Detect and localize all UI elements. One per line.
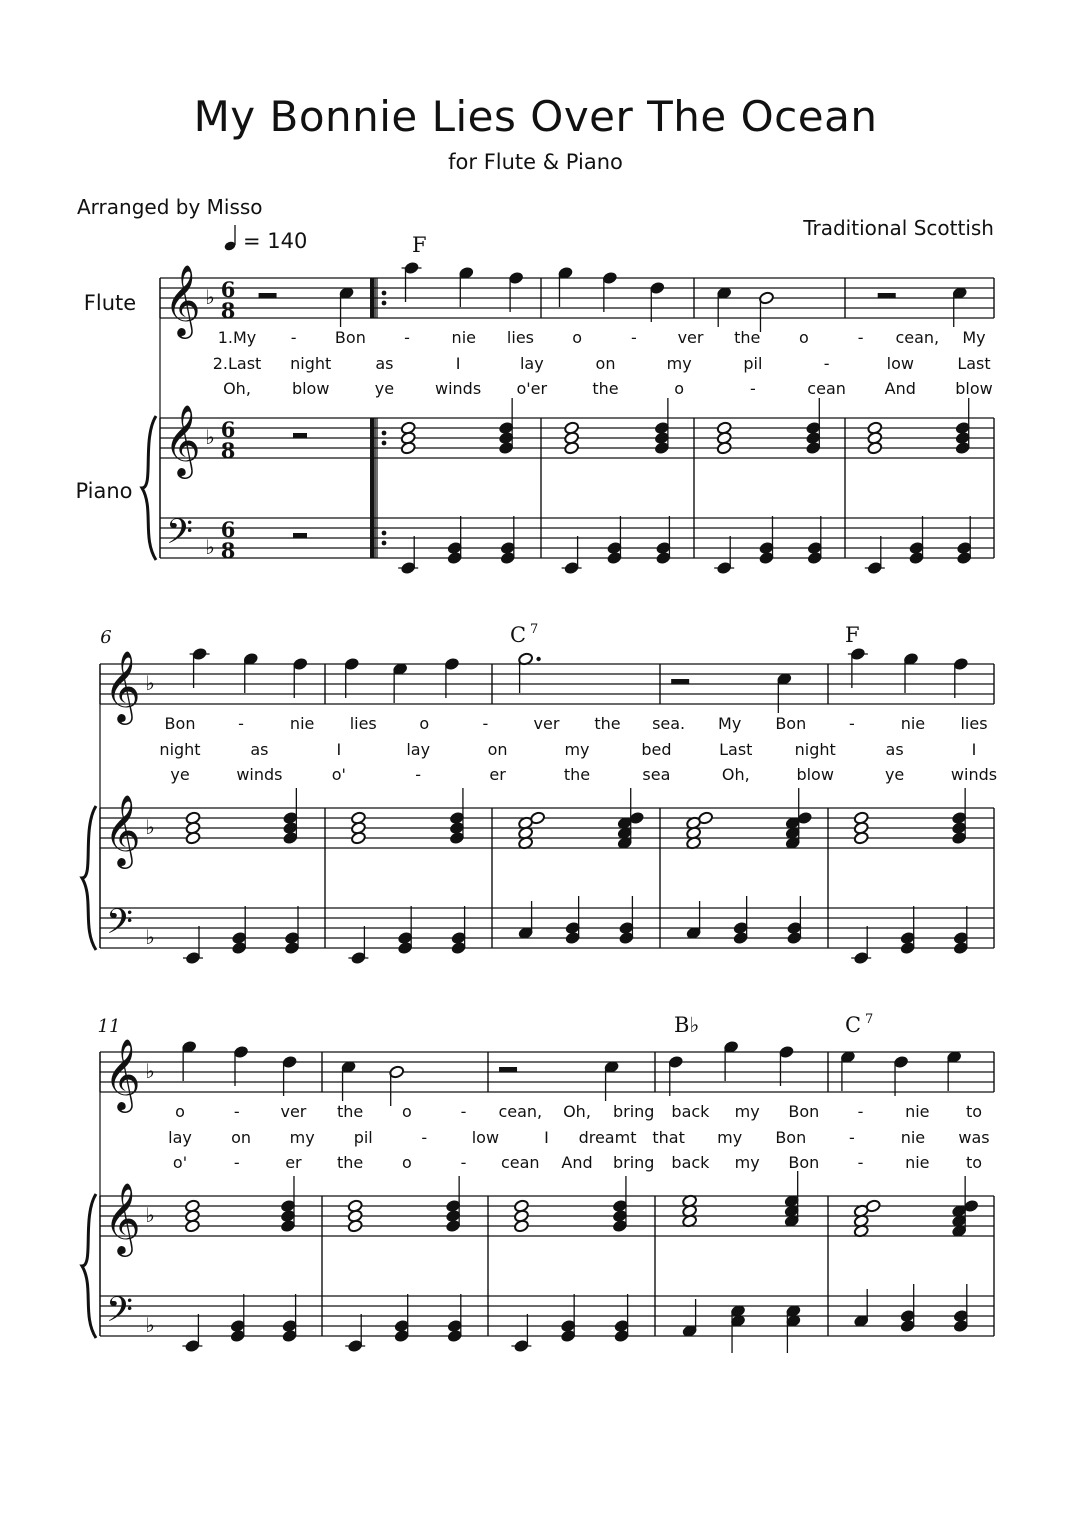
score-title: My Bonnie Lies Over The Ocean [193, 92, 878, 141]
lyric-syllable: o [419, 714, 430, 733]
lyric-syllable: to [965, 1153, 983, 1172]
flat-icon: ♭ [145, 1059, 155, 1083]
lyric-syllable: My [718, 714, 742, 733]
tempo-text: = 140 [243, 229, 308, 253]
lyric-syllable: nie [900, 714, 926, 733]
lyric-syllable: Oh, [721, 765, 750, 784]
lyric-syllable: I [544, 1128, 549, 1147]
lyric-syllable: ye [374, 379, 395, 398]
treble-clef-icon: 𝄞 [104, 1181, 141, 1254]
flute-staff [160, 278, 994, 318]
lyric-syllable: my [289, 1128, 315, 1147]
chord-symbol [412, 233, 427, 257]
lyric-syllable: as [885, 740, 904, 759]
treble-clef-icon: 𝄞 [104, 1037, 141, 1110]
lyric-syllable: on [487, 740, 508, 759]
rest-icon [499, 1067, 517, 1072]
lyric-syllable: nie [900, 1128, 926, 1147]
lyric-syllable: - [460, 1102, 467, 1121]
time-signature-top: 6 [220, 417, 236, 442]
lyric-syllable: - [750, 379, 756, 398]
lyric-syllable: lay [168, 1128, 192, 1147]
flute-staff [100, 664, 994, 704]
lyric-syllable: lies [349, 714, 377, 733]
lyric-syllable: ver [533, 714, 560, 733]
lyric-syllable: lay [406, 740, 431, 759]
lyric-syllable: bring [612, 1153, 655, 1172]
lyric-syllable: ye [884, 765, 905, 784]
lyric-syllable: - [460, 1153, 467, 1172]
time-signature-bottom: 8 [220, 438, 236, 463]
rest-icon [293, 533, 307, 538]
lyric-syllable: er [285, 1153, 302, 1172]
lyric-syllable: cean, [895, 328, 940, 347]
lyric-syllable: blow [955, 379, 993, 398]
tempo-marking [223, 225, 307, 253]
chord-extension: 7 [865, 1012, 874, 1027]
chord-name: C [845, 1013, 862, 1037]
lyric-syllable: pil [353, 1128, 373, 1147]
instrument-label-flute: Flute [83, 291, 137, 315]
lyric-syllable: the [734, 328, 761, 347]
lyric-syllable: the [594, 714, 621, 733]
repeat-dot-icon [382, 291, 387, 296]
lyric-syllable: - [404, 328, 410, 347]
chord-extension: 7 [530, 622, 539, 637]
lyric-syllable: Oh, [563, 1102, 591, 1121]
lyric-syllable: And [884, 379, 916, 398]
flat-icon: ♭ [145, 671, 155, 695]
lyric-syllable: sea [642, 765, 671, 784]
chord-name: F [845, 623, 860, 647]
flat-icon: ♭ [145, 1313, 155, 1337]
time-signature-top: 6 [220, 277, 236, 302]
lyric-syllable: my [666, 354, 692, 373]
lyric-syllable: o'er [516, 379, 548, 398]
repeat-dot-icon [382, 531, 387, 536]
lyric-syllable: night [794, 740, 836, 759]
flat-icon: ♭ [145, 925, 155, 949]
lyric-syllable: blow [291, 379, 330, 398]
lyric-syllable: - [415, 765, 422, 784]
lyric-syllable: Last [719, 740, 753, 759]
lyric-syllable: winds [236, 765, 283, 784]
lyric-syllable: I [455, 354, 461, 373]
chord-note [185, 811, 201, 825]
lyric-syllable: low [471, 1128, 500, 1147]
lyric-syllable: winds [950, 765, 998, 784]
chord-name: C [510, 623, 527, 647]
repeat-dot-icon [382, 441, 387, 446]
lyric-syllable: - [482, 714, 489, 733]
repeat-dot-icon [382, 541, 387, 546]
treble-clef-icon: 𝄞 [104, 793, 141, 866]
lyric-syllable: nie [905, 1102, 930, 1121]
lyric-syllable: on [595, 354, 616, 373]
lyric-syllable: blow [796, 765, 834, 784]
instrument-label-piano: Piano [75, 479, 133, 503]
chord-note [350, 811, 366, 825]
flat-icon: ♭ [145, 815, 155, 839]
lyric-syllable: o [799, 328, 809, 347]
chord-note [867, 421, 883, 435]
lyric-syllable: dreamt [578, 1128, 637, 1147]
lyric-syllable: - [848, 1128, 855, 1147]
lyric-syllable: on [231, 1128, 252, 1147]
flat-icon: ♭ [205, 285, 215, 309]
rest-icon [878, 293, 896, 298]
treble-clef-icon: 𝄞 [164, 263, 201, 336]
measure-number: 6 [100, 627, 112, 648]
chord-name: B♭ [674, 1013, 700, 1037]
time-signature-bottom: 8 [220, 298, 236, 323]
measure-number: 11 [97, 1016, 121, 1037]
piano-brace [82, 1194, 96, 1338]
piano-brace [82, 806, 96, 950]
chord-symbol [845, 623, 860, 647]
lyric-syllable: pil [743, 354, 763, 373]
time-signature-top: 6 [220, 517, 236, 542]
lyric-syllable: - [233, 1102, 240, 1121]
chord-note [853, 811, 869, 825]
time-signature-bottom: 8 [220, 538, 236, 563]
lyric-syllable: back [671, 1102, 710, 1121]
bass-clef-icon: 𝄢 [106, 1289, 134, 1338]
lyric-syllable: Bon [775, 1128, 807, 1147]
score-subtitle: for Flute & Piano [448, 150, 623, 174]
lyric-syllable: - [848, 714, 855, 733]
arranger-credit: Arranged by Misso [77, 195, 263, 219]
lyric-syllable: - [233, 1153, 240, 1172]
chord-note [400, 421, 416, 435]
piano-brace [142, 416, 156, 560]
lyric-syllable: ver [280, 1102, 307, 1121]
lyric-syllable: sea. [652, 714, 686, 733]
lyric-syllable: night [290, 354, 332, 373]
lyric-syllable: my [564, 740, 590, 759]
lyric-syllable: 1.My [217, 328, 257, 347]
lyric-syllable: lies [960, 714, 988, 733]
repeat-dot-icon [382, 431, 387, 436]
chord-symbol [674, 1013, 699, 1037]
chord-symbol [845, 1012, 873, 1037]
flute-staff [100, 1052, 994, 1092]
lyric-syllable: My [962, 328, 986, 347]
chord-note [716, 421, 732, 435]
lyric-syllable: nie [451, 328, 476, 347]
lyric-syllable: Last [957, 354, 991, 373]
lyric-syllable: that [652, 1128, 685, 1147]
lyric-syllable: o [674, 379, 685, 398]
lyric-syllable: o [401, 1102, 412, 1121]
bass-clef-icon: 𝄢 [166, 511, 194, 560]
lyric-syllable: Bon [334, 328, 366, 347]
flat-icon: ♭ [205, 535, 215, 559]
lyric-syllable: nie [905, 1153, 930, 1172]
lyric-syllable: to [965, 1102, 983, 1121]
lyric-syllable: - [421, 1128, 428, 1147]
lyric-syllable: as [375, 354, 394, 373]
lyric-syllable: the [563, 765, 591, 784]
lyric-syllable: the [592, 379, 619, 398]
lyric-syllable: cean [500, 1153, 540, 1172]
lyric-syllable: - [857, 328, 864, 347]
composer-credit: Traditional Scottish [803, 216, 994, 240]
lyric-syllable: bed [641, 740, 672, 759]
lyric-syllable: er [489, 765, 506, 784]
chord-note [564, 421, 580, 435]
lyric-syllable: Oh, [223, 379, 251, 398]
lyric-syllable: the [337, 1153, 364, 1172]
lyric-syllable: as [250, 740, 269, 759]
lyric-syllable: low [886, 354, 914, 373]
chord-note [347, 1199, 363, 1213]
lyric-syllable: And [561, 1153, 593, 1172]
rest-icon [293, 433, 307, 438]
lyric-syllable: 2.Last [212, 354, 262, 373]
lyric-syllable: my [717, 1128, 743, 1147]
lyric-syllable: was [958, 1128, 990, 1147]
lyric-syllable: - [238, 714, 244, 733]
bass-clef-icon: 𝄢 [106, 901, 134, 950]
treble-clef-icon: 𝄞 [104, 649, 141, 722]
lyric-syllable: back [671, 1153, 710, 1172]
chord-note [184, 1199, 200, 1213]
dot-icon [536, 657, 540, 661]
lyric-syllable: - [290, 328, 297, 347]
lyric-syllable: lay [519, 354, 544, 373]
repeat-dot-icon [382, 301, 387, 306]
lyric-syllable: o [401, 1153, 412, 1172]
lyric-syllable: ver [677, 328, 704, 347]
rest-icon [259, 293, 277, 298]
chord-note [513, 1199, 529, 1213]
rest-icon [671, 679, 689, 684]
lyric-syllable: winds [435, 379, 482, 398]
flat-icon: ♭ [205, 425, 215, 449]
lyric-syllable: bring [612, 1102, 655, 1121]
lyric-syllable: Bon [788, 1153, 820, 1172]
lyric-syllable: ye [170, 765, 190, 784]
lyric-syllable: - [823, 354, 830, 373]
lyric-syllable: cean [807, 379, 846, 398]
lyric-syllable: I [336, 740, 342, 759]
lyric-syllable: o' [331, 765, 346, 784]
lyric-syllable: my [734, 1153, 760, 1172]
lyric-syllable: lies [506, 328, 535, 347]
lyric-syllable: o [175, 1102, 185, 1121]
flat-icon: ♭ [145, 1203, 155, 1227]
lyric-syllable: - [857, 1153, 864, 1172]
lyric-syllable: Bon [775, 714, 807, 733]
lyric-syllable: - [630, 328, 637, 347]
lyric-syllable: - [857, 1102, 864, 1121]
lyric-syllable: the [337, 1102, 364, 1121]
lyric-syllable: o' [172, 1153, 188, 1172]
chord-symbol [510, 622, 538, 647]
lyric-syllable: Bon [164, 714, 196, 733]
lyric-syllable: Bon [788, 1102, 820, 1121]
lyric-syllable: my [734, 1102, 760, 1121]
lyric-syllable: I [971, 740, 977, 759]
lyric-syllable: cean, [498, 1102, 543, 1121]
lyric-syllable: o [572, 328, 583, 347]
lyric-syllable: night [159, 740, 201, 759]
lyric-syllable: nie [289, 714, 315, 733]
treble-clef-icon: 𝄞 [164, 403, 201, 476]
chord-name: F [412, 233, 427, 257]
